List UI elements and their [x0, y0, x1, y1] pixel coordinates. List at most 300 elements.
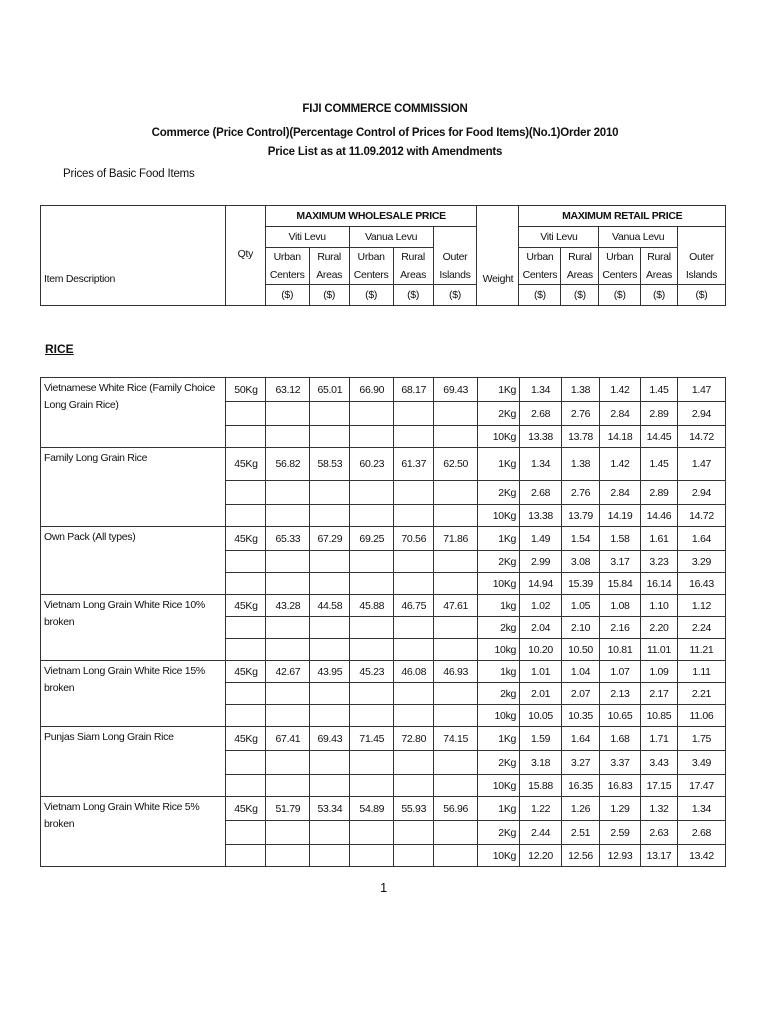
urban-label: Urban: [526, 251, 554, 263]
empty-cell: [394, 505, 434, 527]
retail-price: 10.81: [600, 639, 641, 661]
retail-price: 17.47: [677, 775, 725, 797]
retail-price: 2.10: [562, 617, 600, 639]
retail-weight: 1Kg: [478, 527, 520, 551]
empty-cell: [394, 775, 434, 797]
retail-price: 1.07: [600, 661, 641, 683]
retail-price: 2.76: [562, 481, 600, 505]
retail-price: 1.34: [677, 797, 725, 821]
retail-viti-levu: Viti Levu: [519, 227, 599, 248]
wholesale-price: 63.12: [266, 378, 310, 402]
retail-price: 1.58: [600, 527, 641, 551]
empty-cell: [350, 617, 394, 639]
org-title: FIJI COMMERCE COMMISSION: [302, 103, 468, 115]
retail-weight: 10Kg: [478, 775, 520, 797]
item-description-header: Item Description: [41, 248, 226, 285]
retail-price: 1.64: [562, 727, 600, 751]
retail-price: 2.21: [677, 683, 725, 705]
empty-cell: [226, 639, 266, 661]
retail-price: 2.59: [600, 821, 641, 845]
empty-cell: [226, 821, 266, 845]
currency-label: ($): [433, 285, 477, 306]
item-description: Vietnamese White Rice (Family Choice Long Grain Rice): [41, 378, 226, 448]
currency-label: ($): [641, 285, 678, 306]
item-description: Punjas Siam Long Grain Rice: [41, 727, 226, 797]
empty-cell: [350, 426, 394, 448]
item-qty: 50Kg: [226, 378, 266, 402]
retail-price: 2.17: [640, 683, 677, 705]
empty-cell: [350, 821, 394, 845]
empty-cell: [226, 775, 266, 797]
retail-price: 3.27: [562, 751, 600, 775]
wholesale-price: 69.43: [434, 378, 478, 402]
wholesale-price: 68.17: [394, 378, 434, 402]
wholesale-price: 56.96: [434, 797, 478, 821]
empty-cell: [226, 845, 266, 867]
retail-price: 13.38: [520, 426, 562, 448]
rural-label: Rural: [401, 251, 425, 263]
retail-price: 3.17: [600, 551, 641, 573]
empty-cell: [226, 751, 266, 775]
currency-label: ($): [599, 285, 641, 306]
retail-price: 1.64: [677, 527, 725, 551]
retail-price: 1.68: [600, 727, 641, 751]
qty-header: Qty: [225, 248, 265, 285]
retail-weight: 1Kg: [478, 797, 520, 821]
item-qty: 45Kg: [226, 595, 266, 617]
item-qty: 45Kg: [226, 527, 266, 551]
empty-cell: [350, 751, 394, 775]
empty-cell: [310, 505, 350, 527]
page-subtitle: Prices of Basic Food Items: [63, 168, 195, 180]
retail-price: 2.01: [520, 683, 562, 705]
table-row: [41, 448, 726, 481]
item-description: Family Long Grain Rice: [41, 448, 226, 527]
empty-cell: [310, 705, 350, 727]
empty-cell: [394, 402, 434, 426]
wholesale-price: 47.61: [434, 595, 478, 617]
empty-cell: [350, 573, 394, 595]
retail-weight: 10kg: [478, 705, 520, 727]
empty-cell: [434, 821, 478, 845]
empty-cell: [350, 402, 394, 426]
areas-label: Areas: [646, 269, 672, 281]
wholesale-price: 67.29: [310, 527, 350, 551]
retail-weight: 1kg: [478, 595, 520, 617]
retail-price: 13.38: [520, 505, 562, 527]
wholesale-price: 46.08: [394, 661, 434, 683]
retail-price: 1.29: [600, 797, 641, 821]
retail-price: 2.07: [562, 683, 600, 705]
retail-price: 12.93: [600, 845, 641, 867]
retail-price: 16.83: [600, 775, 641, 797]
wholesale-price: 69.43: [310, 727, 350, 751]
retail-weight: 2Kg: [478, 402, 520, 426]
empty-cell: [394, 683, 434, 705]
retail-price: 1.22: [520, 797, 562, 821]
urban-label: Urban: [606, 251, 634, 263]
retail-price: 1.59: [520, 727, 562, 751]
empty-cell: [394, 551, 434, 573]
empty-cell: [434, 402, 478, 426]
retail-price: 14.72: [677, 426, 725, 448]
empty-cell: [310, 402, 350, 426]
weight-header: Weight: [477, 248, 519, 285]
empty-cell: [310, 775, 350, 797]
retail-price: 13.17: [640, 845, 677, 867]
item-description: Vietnam Long Grain White Rice 10% broken: [41, 595, 226, 661]
empty-cell: [310, 573, 350, 595]
retail-price: 1.47: [677, 378, 725, 402]
empty-cell: [226, 551, 266, 573]
centers-label: Centers: [269, 269, 305, 281]
wholesale-price: 74.15: [434, 727, 478, 751]
wholesale-price: 42.67: [266, 661, 310, 683]
retail-weight: 2kg: [478, 683, 520, 705]
table-row: [41, 797, 726, 821]
retail-price: 12.56: [562, 845, 600, 867]
price-list-date: Price List as at 11.09.2012 with Amendments: [267, 146, 503, 158]
empty-cell: [434, 639, 478, 661]
retail-weight: 2Kg: [478, 751, 520, 775]
empty-cell: [434, 751, 478, 775]
wholesale-price: 65.01: [310, 378, 350, 402]
empty-cell: [394, 845, 434, 867]
retail-price: 2.20: [640, 617, 677, 639]
islands-label: Islands: [439, 268, 471, 281]
page-number: 1: [380, 880, 388, 895]
empty-cell: [266, 426, 310, 448]
retail-price: 1.42: [600, 378, 641, 402]
retail-price: 2.68: [520, 402, 562, 426]
retail-price: 14.19: [600, 505, 641, 527]
retail-price: 14.72: [677, 505, 725, 527]
rural-label: Rural: [317, 251, 341, 263]
table-row: [41, 727, 726, 751]
empty-cell: [350, 551, 394, 573]
retail-price: 15.84: [600, 573, 641, 595]
currency-label: ($): [519, 285, 561, 306]
retail-price: 3.37: [600, 751, 641, 775]
retail-weight: 1kg: [478, 661, 520, 683]
rural-label: Rural: [568, 251, 592, 263]
retail-price: 1.01: [520, 661, 562, 683]
retail-price: 10.35: [562, 705, 600, 727]
table-row: [41, 378, 726, 402]
wholesale-price: 43.28: [266, 595, 310, 617]
retail-price: 1.04: [562, 661, 600, 683]
retail-price: 15.88: [520, 775, 562, 797]
empty-cell: [266, 683, 310, 705]
retail-price: 1.10: [640, 595, 677, 617]
wholesale-price: 44.58: [310, 595, 350, 617]
retail-price: 12.20: [520, 845, 562, 867]
retail-price: 2.84: [600, 481, 641, 505]
retail-price: 1.09: [640, 661, 677, 683]
currency-label: ($): [561, 285, 599, 306]
empty-cell: [350, 481, 394, 505]
currency-label: ($): [393, 285, 433, 306]
retail-price: 13.79: [562, 505, 600, 527]
retail-price: 14.46: [640, 505, 677, 527]
wholesale-price: 53.34: [310, 797, 350, 821]
wholesale-price: 55.93: [394, 797, 434, 821]
retail-price: 2.89: [640, 402, 677, 426]
wholesale-price: 46.93: [434, 661, 478, 683]
table-row: [41, 595, 726, 617]
retail-price: 10.05: [520, 705, 562, 727]
empty-cell: [226, 402, 266, 426]
empty-cell: [350, 845, 394, 867]
wholesale-price: 71.45: [350, 727, 394, 751]
centers-label: Centers: [353, 269, 389, 281]
empty-cell: [226, 505, 266, 527]
retail-price: 2.99: [520, 551, 562, 573]
empty-cell: [226, 426, 266, 448]
wholesale-price: 62.50: [434, 448, 478, 481]
empty-cell: [266, 617, 310, 639]
wholesale-price: 51.79: [266, 797, 310, 821]
wholesale-price: 72.80: [394, 727, 434, 751]
empty-cell: [310, 639, 350, 661]
retail-price: 1.75: [677, 727, 725, 751]
outer-label: Outer: [689, 250, 714, 263]
retail-header: MAXIMUM RETAIL PRICE: [519, 206, 726, 227]
empty-cell: [310, 683, 350, 705]
empty-cell: [310, 551, 350, 573]
wholesale-price: 65.33: [266, 527, 310, 551]
empty-cell: [394, 426, 434, 448]
empty-cell: [350, 639, 394, 661]
wholesale-price: 43.95: [310, 661, 350, 683]
empty-cell: [394, 573, 434, 595]
wholesale-price: 46.75: [394, 595, 434, 617]
retail-price: 2.13: [600, 683, 641, 705]
wholesale-price: 71.86: [434, 527, 478, 551]
retail-price: 14.45: [640, 426, 677, 448]
empty-cell: [350, 705, 394, 727]
empty-cell: [434, 845, 478, 867]
empty-cell: [434, 426, 478, 448]
item-qty: 45Kg: [226, 797, 266, 821]
empty-cell: [434, 705, 478, 727]
empty-cell: [394, 617, 434, 639]
retail-price: 2.94: [677, 481, 725, 505]
retail-price: 2.16: [600, 617, 641, 639]
empty-cell: [226, 705, 266, 727]
centers-label: Centers: [522, 269, 558, 281]
empty-cell: [350, 775, 394, 797]
retail-price: 1.49: [520, 527, 562, 551]
retail-price: 2.89: [640, 481, 677, 505]
retail-price: 3.49: [677, 751, 725, 775]
wholesale-price: 45.23: [350, 661, 394, 683]
empty-cell: [434, 617, 478, 639]
item-qty: 45Kg: [226, 727, 266, 751]
retail-price: 1.54: [562, 527, 600, 551]
retail-price: 2.51: [562, 821, 600, 845]
table-row: [41, 527, 726, 551]
retail-weight: 10Kg: [478, 426, 520, 448]
empty-cell: [266, 751, 310, 775]
wholesale-price: 67.41: [266, 727, 310, 751]
currency-label: ($): [677, 285, 725, 306]
retail-price: 16.43: [677, 573, 725, 595]
item-description: Vietnam Long Grain White Rice 5% broken: [41, 797, 226, 867]
empty-cell: [226, 573, 266, 595]
empty-cell: [310, 426, 350, 448]
retail-price: 1.02: [520, 595, 562, 617]
empty-cell: [310, 481, 350, 505]
retail-weight: 1Kg: [478, 727, 520, 751]
retail-price: 1.42: [600, 448, 641, 481]
empty-cell: [266, 402, 310, 426]
urban-label: Urban: [273, 251, 301, 263]
retail-price: 11.01: [640, 639, 677, 661]
retail-weight: 2Kg: [478, 551, 520, 573]
retail-price: 1.47: [677, 448, 725, 481]
empty-cell: [266, 705, 310, 727]
empty-cell: [434, 573, 478, 595]
empty-cell: [434, 505, 478, 527]
retail-price: 16.14: [640, 573, 677, 595]
retail-price: 1.61: [640, 527, 677, 551]
empty-cell: [394, 481, 434, 505]
empty-cell: [266, 551, 310, 573]
retail-price: 2.24: [677, 617, 725, 639]
item-qty: 45Kg: [226, 448, 266, 481]
retail-price: 1.71: [640, 727, 677, 751]
item-description: Own Pack (All types): [41, 527, 226, 595]
centers-label: Centers: [602, 269, 638, 281]
empty-cell: [394, 705, 434, 727]
empty-cell: [310, 821, 350, 845]
retail-price: 10.65: [600, 705, 641, 727]
empty-cell: [266, 639, 310, 661]
empty-cell: [394, 821, 434, 845]
wholesale-price: 69.25: [350, 527, 394, 551]
wholesale-viti-levu: Viti Levu: [265, 227, 349, 248]
retail-vanua-levu: Vanua Levu: [599, 227, 678, 248]
retail-price: 15.39: [562, 573, 600, 595]
wholesale-price: 60.23: [350, 448, 394, 481]
order-title: Commerce (Price Control)(Percentage Control of Prices for Food Items)(No.1)Order 2010: [151, 127, 619, 139]
outer-label: Outer: [442, 250, 468, 263]
retail-price: 2.84: [600, 402, 641, 426]
retail-price: 1.32: [640, 797, 677, 821]
retail-weight: 2kg: [478, 617, 520, 639]
retail-price: 3.18: [520, 751, 562, 775]
empty-cell: [434, 481, 478, 505]
retail-price: 13.42: [677, 845, 725, 867]
retail-price: 1.38: [562, 448, 600, 481]
retail-weight: 10kg: [478, 639, 520, 661]
retail-weight: 10Kg: [478, 505, 520, 527]
retail-price: 2.68: [520, 481, 562, 505]
retail-weight: 10Kg: [478, 573, 520, 595]
empty-cell: [310, 751, 350, 775]
currency-label: ($): [309, 285, 349, 306]
empty-cell: [226, 617, 266, 639]
empty-cell: [394, 751, 434, 775]
wholesale-price: 45.88: [350, 595, 394, 617]
empty-cell: [266, 481, 310, 505]
retail-price: 16.35: [562, 775, 600, 797]
retail-price: 2.04: [520, 617, 562, 639]
empty-cell: [266, 821, 310, 845]
retail-price: 2.94: [677, 402, 725, 426]
item-qty: 45Kg: [226, 661, 266, 683]
empty-cell: [226, 481, 266, 505]
empty-cell: [434, 775, 478, 797]
currency-label: ($): [349, 285, 393, 306]
retail-price: 1.26: [562, 797, 600, 821]
empty-cell: [266, 573, 310, 595]
retail-price: 10.85: [640, 705, 677, 727]
wholesale-price: 56.82: [266, 448, 310, 481]
empty-cell: [266, 505, 310, 527]
empty-cell: [350, 683, 394, 705]
retail-price: 1.34: [520, 378, 562, 402]
areas-label: Areas: [566, 269, 593, 281]
retail-price: 2.44: [520, 821, 562, 845]
retail-price: 14.94: [520, 573, 562, 595]
retail-price: 2.68: [677, 821, 725, 845]
empty-cell: [226, 683, 266, 705]
wholesale-header: MAXIMUM WHOLESALE PRICE: [265, 206, 477, 227]
retail-weight: 10Kg: [478, 845, 520, 867]
price-table-body: [40, 377, 726, 867]
retail-price: 11.06: [677, 705, 725, 727]
empty-cell: [310, 617, 350, 639]
wholesale-vanua-levu: Vanua Levu: [349, 227, 433, 248]
retail-price: 3.08: [562, 551, 600, 573]
retail-weight: 2Kg: [478, 821, 520, 845]
retail-price: 10.50: [562, 639, 600, 661]
table-row: [41, 661, 726, 683]
empty-cell: [434, 551, 478, 573]
areas-label: Areas: [400, 269, 427, 281]
currency-label: ($): [265, 285, 309, 306]
empty-cell: [434, 683, 478, 705]
retail-price: 1.45: [640, 378, 677, 402]
retail-price: 3.29: [677, 551, 725, 573]
retail-price: 2.63: [640, 821, 677, 845]
wholesale-price: 58.53: [310, 448, 350, 481]
retail-price: 1.05: [562, 595, 600, 617]
areas-label: Areas: [316, 269, 343, 281]
retail-price: 2.76: [562, 402, 600, 426]
retail-price: 1.45: [640, 448, 677, 481]
retail-price: 10.20: [520, 639, 562, 661]
retail-price: 17.15: [640, 775, 677, 797]
empty-cell: [266, 775, 310, 797]
price-table-header: [40, 205, 726, 306]
retail-price: 1.08: [600, 595, 641, 617]
retail-price: 13.78: [562, 426, 600, 448]
retail-price: 14.18: [600, 426, 641, 448]
retail-price: 1.12: [677, 595, 725, 617]
empty-cell: [394, 639, 434, 661]
urban-label: Urban: [357, 251, 385, 263]
retail-price: 3.23: [640, 551, 677, 573]
islands-label: Islands: [685, 268, 718, 281]
wholesale-price: 66.90: [350, 378, 394, 402]
section-title-rice: RICE: [45, 342, 74, 356]
retail-price: 11.21: [677, 639, 725, 661]
retail-weight: 2Kg: [478, 481, 520, 505]
rural-label: Rural: [647, 251, 671, 263]
